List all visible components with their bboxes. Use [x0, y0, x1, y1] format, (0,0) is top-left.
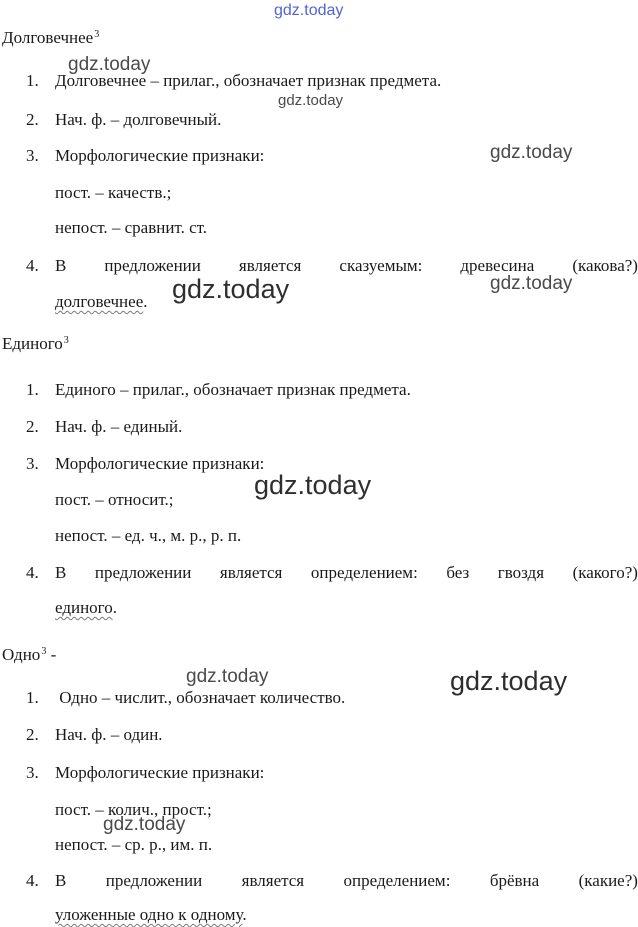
word: предложении	[94, 563, 192, 582]
sub-line: непост. – сравнит. ст.	[55, 218, 208, 237]
item-number: 2.	[26, 110, 39, 129]
item-text-justified	[55, 255, 638, 277]
section-heading	[2, 333, 69, 355]
watermark: gdz.today	[274, 2, 344, 19]
item-text: Нач. ф. – единый.	[55, 417, 183, 436]
word: (какова?)	[572, 256, 638, 275]
item-number: 3.	[26, 763, 39, 782]
item-number: 1.	[26, 688, 39, 707]
item-number: 3.	[26, 454, 39, 473]
word: без	[446, 563, 470, 582]
item-continuation	[55, 597, 117, 619]
item-continuation	[55, 291, 148, 313]
underlined-word: уложенные одно к одному	[55, 905, 243, 924]
word: определением:	[310, 563, 418, 582]
punctuation: .	[242, 905, 247, 924]
watermark: gdz.today	[254, 470, 372, 500]
underlined-word: долговечнее	[55, 292, 144, 311]
watermark: gdz.today	[450, 666, 568, 696]
item-text: Морфологические признаки:	[55, 763, 265, 782]
punctuation: .	[112, 598, 117, 617]
section-title: Единого	[2, 334, 63, 353]
item-text-justified	[55, 870, 638, 892]
word: гвоздя	[497, 563, 545, 582]
item-text: Нач. ф. – долговечный.	[55, 110, 222, 129]
sub-line: непост. – ед. ч., м. р., р. п.	[55, 526, 242, 545]
watermark: gdz.today	[490, 142, 573, 163]
item-text: Нач. ф. – один.	[55, 725, 163, 744]
section-title: Долговечнее	[2, 28, 94, 47]
word: древесина	[460, 256, 535, 275]
item-number: 1.	[26, 380, 39, 399]
item-number: 1.	[26, 71, 39, 90]
watermark: gdz.today	[68, 54, 151, 75]
item-text: Одно – числит., обозначает количество.	[55, 688, 346, 707]
word: В	[55, 563, 67, 582]
word: предложении	[104, 256, 201, 275]
punctuation: .	[143, 292, 148, 311]
sub-line: пост. – относит.;	[55, 490, 174, 509]
item-number: 4.	[26, 256, 39, 275]
word: сказуемым:	[339, 256, 423, 275]
word: (какие?)	[578, 871, 638, 890]
word: является	[238, 256, 302, 275]
word: является	[241, 871, 305, 890]
item-text: Морфологические признаки:	[55, 454, 265, 473]
word: является	[219, 563, 283, 582]
sub-line: пост. – качеств.;	[55, 183, 172, 202]
item-number: 4.	[26, 871, 39, 890]
word: (какого?)	[572, 563, 638, 582]
word: определением:	[343, 871, 451, 890]
section-heading	[2, 27, 99, 49]
underlined-word: единого	[55, 598, 113, 617]
sub-line: непост. – ср. р., им. п.	[55, 835, 213, 854]
heading-suffix: -	[46, 645, 57, 664]
item-text: Долговечнее – прилаг., обозначает признак предмета.	[55, 71, 442, 90]
footnote-mark: 3	[41, 646, 47, 657]
item-text-justified	[55, 562, 638, 584]
word: предложении	[105, 871, 203, 890]
item-number: 2.	[26, 417, 39, 436]
watermark: gdz.today	[103, 814, 186, 835]
sub-line: пост. – колич., прост.;	[55, 800, 212, 819]
watermark: gdz.today	[278, 92, 344, 109]
section-title: Одно	[2, 645, 41, 664]
footnote-mark: 3	[63, 335, 69, 346]
watermark: gdz.today	[172, 274, 290, 304]
footnote-mark: 3	[94, 29, 100, 40]
item-text: Морфологические признаки:	[55, 146, 265, 165]
item-text: Единого – прилаг., обозначает признак предмета.	[55, 380, 411, 399]
word: В	[55, 256, 67, 275]
item-number: 3.	[26, 146, 39, 165]
word: В	[55, 871, 67, 890]
item-number: 2.	[26, 725, 39, 744]
section-heading	[2, 644, 56, 666]
watermark: gdz.today	[490, 273, 573, 294]
item-number: 4.	[26, 563, 39, 582]
item-continuation	[55, 904, 247, 926]
word: брёвна	[489, 871, 540, 890]
watermark: gdz.today	[186, 666, 269, 687]
